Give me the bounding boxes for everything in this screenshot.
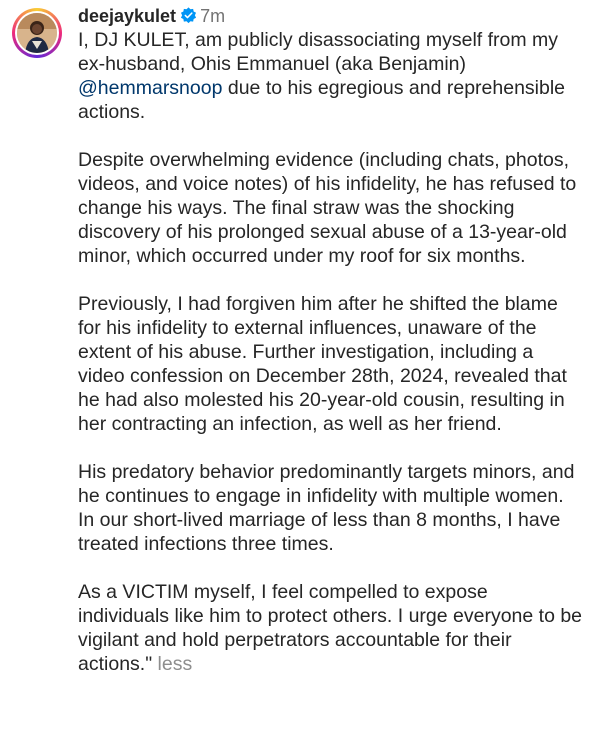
mention-link[interactable]: @hemmarsnoop bbox=[78, 77, 223, 99]
caption bbox=[78, 4, 583, 676]
post-timestamp: 7m bbox=[200, 6, 226, 26]
avatar[interactable] bbox=[17, 13, 57, 53]
avatar-border bbox=[15, 11, 59, 55]
caption-paragraph-4: His predatory behavior predominantly targets minors, and he continues to engage in infidelity with multiple women. In our short-lived marriage of less than 8 months, I have treated infections three times. bbox=[78, 461, 575, 555]
post-header bbox=[78, 4, 583, 28]
caption-paragraph-5 bbox=[78, 580, 583, 676]
caption-text: As a VICTIM myself, I feel compelled to expose individuals like him to protect others. I urge everyone to be vigilant and hold perpetrators accountable for their actions." bbox=[78, 581, 583, 675]
paragraph-spacer bbox=[78, 268, 583, 292]
paragraph-spacer bbox=[78, 124, 583, 148]
paragraph-spacer bbox=[78, 436, 583, 460]
show-less-link[interactable]: less bbox=[157, 653, 193, 675]
username[interactable]: deejaykulet bbox=[78, 6, 177, 26]
paragraph-spacer bbox=[78, 556, 583, 580]
story-ring[interactable] bbox=[12, 8, 62, 58]
caption-paragraph-2: Despite overwhelming evidence (including chats, photos, videos, and voice notes) of his infidelity, he has refused to change his ways. The final straw was the shocking discovery of his prolonged sexual abuse of a 13-year-old minor, which occurred under my roof for six months. bbox=[78, 149, 577, 267]
caption-paragraph-3: Previously, I had forgiven him after he shifted the blame for his infidelity to external influences, unaware of the extent of his abuse. Further investigation, including a video confession on December 28th, 2024, revealed that he had also molested his 20-year-old cousin, resulting in her contracting an infection, as well as her friend. bbox=[78, 293, 567, 435]
verified-badge-icon bbox=[180, 6, 197, 23]
avatar-picture bbox=[17, 13, 57, 53]
caption-paragraph-1 bbox=[78, 28, 583, 124]
caption-text: I, DJ KULET, am publicly disassociating myself from my ex-husband, Ohis Emmanuel (aka Benjamin) bbox=[78, 29, 559, 75]
caption-text: due to his egregious and reprehensible actions. bbox=[78, 77, 566, 123]
